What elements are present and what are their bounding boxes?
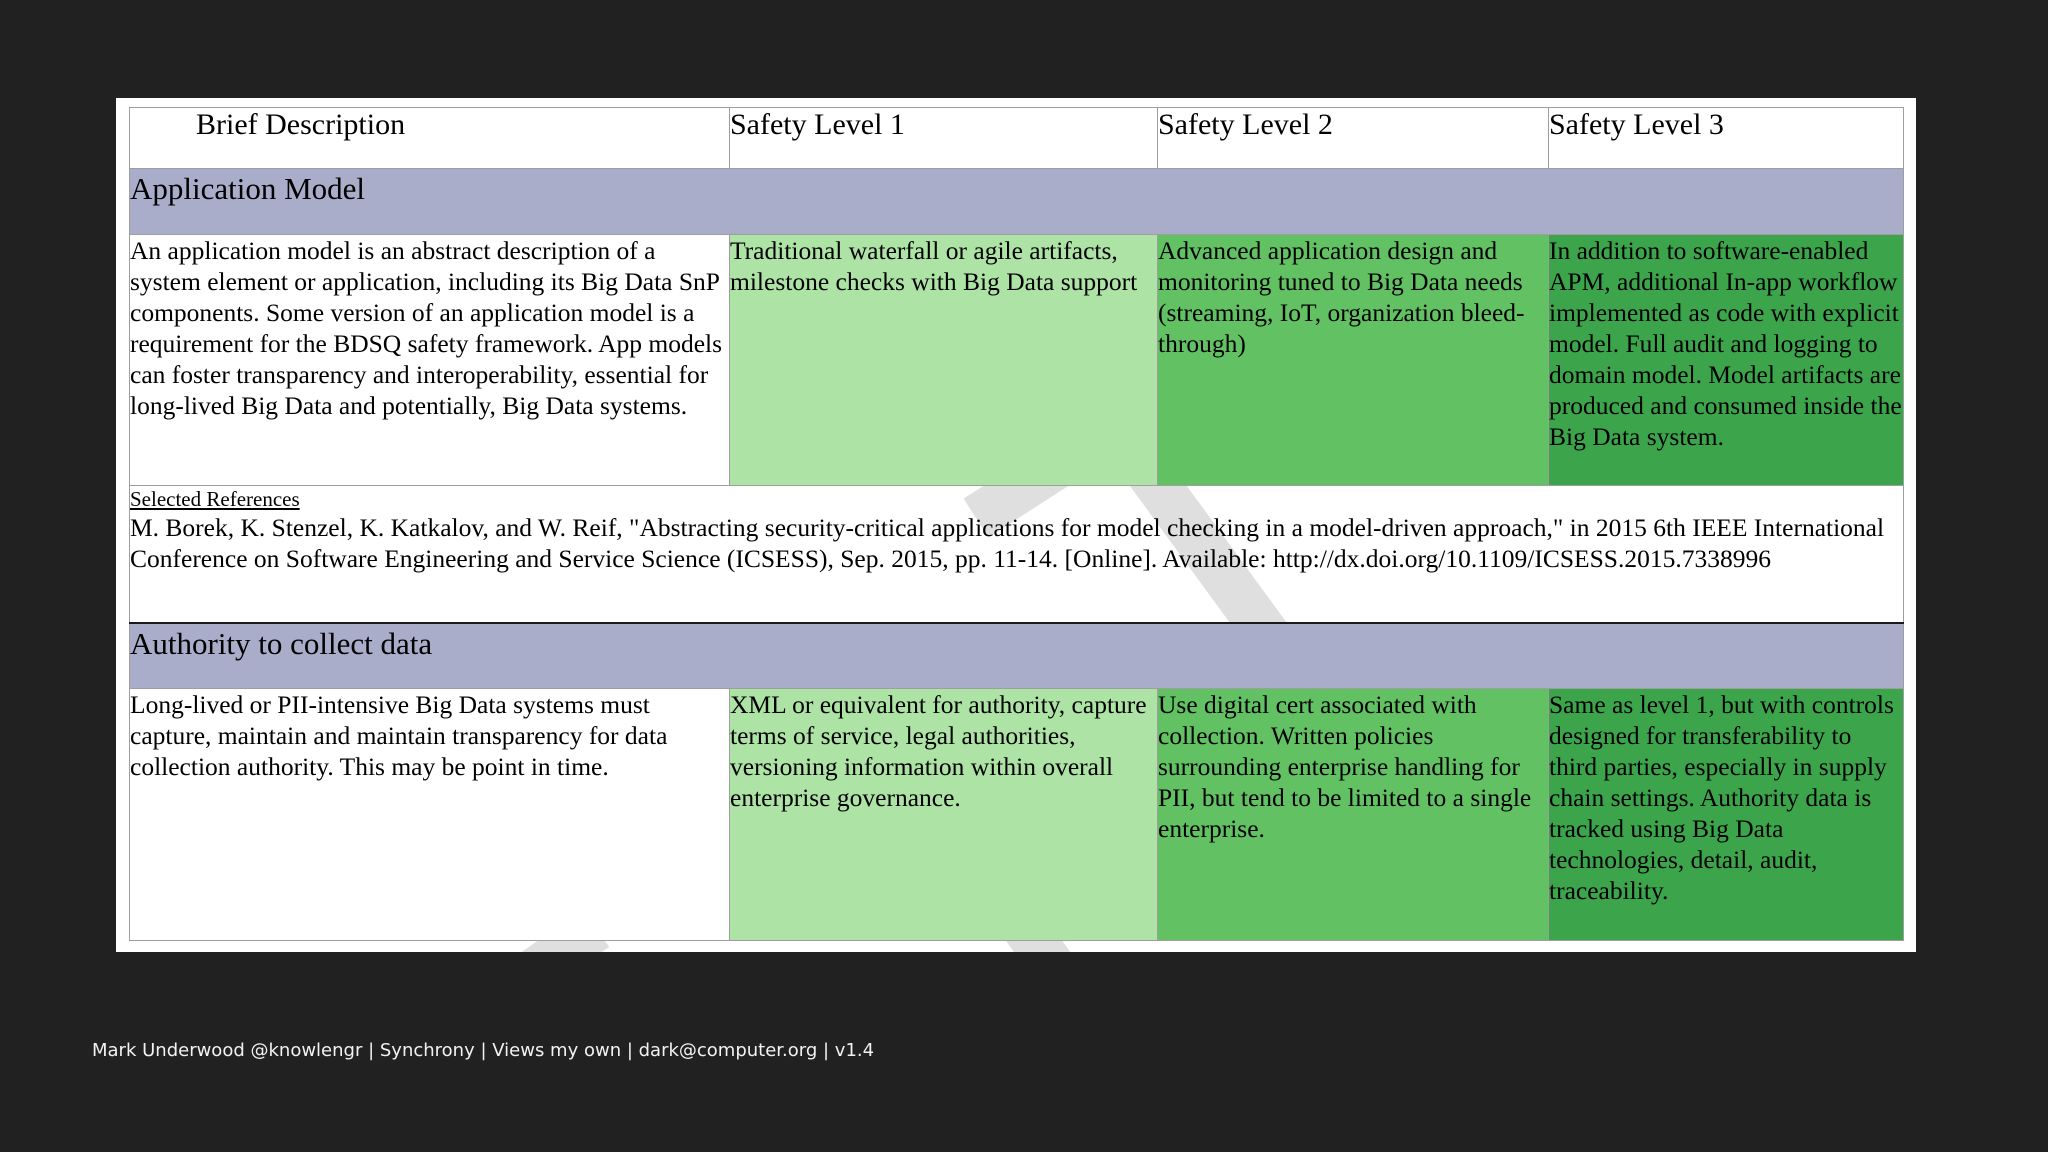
section-title: Authority to collect data [130,623,1904,689]
level-3-cell: In addition to software-enabled APM, additional In-app workflow implemented as code with explicit model. Full audit and logging to domain model. Model artifacts are produced and consumed inside the Big Data system. [1549,234,1904,486]
references-cell [130,486,1904,623]
slide-canvas [116,98,1916,952]
references-heading: Selected References [130,487,300,512]
level-2-cell: Use digital cert associated with collection. Written policies surrounding enterprise handling for PII, but tend to be limited to a single enterprise. [1158,689,1549,941]
section-row-authority-to-collect-data [130,623,1904,689]
header-safety-level-1: Safety Level 1 [730,108,1158,169]
description-cell: An application model is an abstract description of a system element or application, including its Big Data SnP components. Some version of an application model is a requirement for the BDSQ safety framework. App models can foster transparency and interoperability, essential for long-lived Big Data and potentially, Big Data systems. [130,234,730,486]
table-row [130,234,1904,486]
safety-levels-table [129,107,1904,941]
header-safety-level-2: Safety Level 2 [1158,108,1549,169]
header-safety-level-3: Safety Level 3 [1549,108,1904,169]
description-cell: Long-lived or PII-intensive Big Data systems must capture, maintain and maintain transparency for data collection authority. This may be point in time. [130,689,730,941]
references-row [130,486,1904,623]
section-title: Application Model [130,169,1904,234]
level-2-cell: Advanced application design and monitoring tuned to Big Data needs (streaming, IoT, organization bleed-through) [1158,234,1549,486]
slide-footer: Mark Underwood @knowlengr | Synchrony | Views my own | dark@computer.org | v1.4 [92,1040,875,1061]
table-row [130,689,1904,941]
header-row [130,108,1904,169]
section-row-application-model [130,169,1904,234]
level-1-cell: XML or equivalent for authority, capture terms of service, legal authorities, versioning information within overall enterprise governance. [730,689,1158,941]
level-1-cell: Traditional waterfall or agile artifacts, milestone checks with Big Data support [730,234,1158,486]
header-brief-description: Brief Description [130,108,730,169]
references-text: M. Borek, K. Stenzel, K. Katkalov, and W. Reif, "Abstracting security-critical applications for model checking in a model-driven approach," in 2015 6th IEEE International Conference on Software Engineering and Service Science (ICSESS), Sep. 2015, pp. 11-14. [Online]. Available: http://dx.doi.org/10.1109/ICSESS.2015.7338996 [130,513,1885,574]
level-3-cell: Same as level 1, but with controls designed for transferability to third parties, especially in supply chain settings. Authority data is tracked using Big Data technologies, detail, audit, traceability. [1549,689,1904,941]
